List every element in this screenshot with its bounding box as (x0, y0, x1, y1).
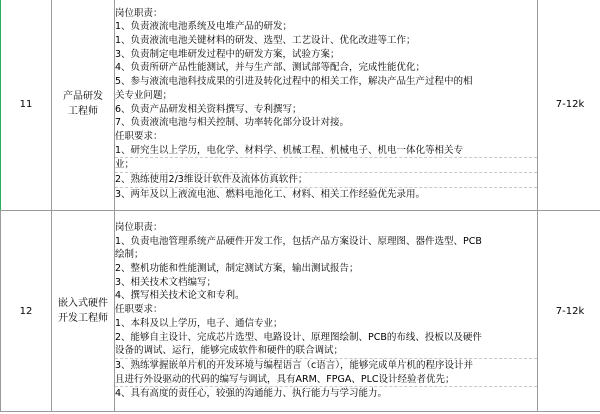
salary-cell[interactable]: 7-12k (538, 0, 600, 211)
desc-line: 4、负责所研产品性能测试，并与生产部、测试部等配合，完成性能优化； (115, 62, 426, 74)
desc-line: 业； (115, 157, 537, 172)
desc-line: 2、整机功能和性能测试，制定测试方案，输出测试报告； (115, 263, 359, 275)
job-title-line: 嵌入式硬件 (58, 298, 108, 309)
job-description-cell[interactable] (115, 0, 538, 211)
desc-line: 3、负责制定电堆研发过程中的研发方案，试验方案； (115, 48, 340, 60)
table-row-12[interactable] (1, 211, 600, 412)
table-row-11[interactable] (1, 0, 600, 211)
job-title-line: 开发工程师 (58, 313, 108, 324)
desc-line: 1、本科及以上学历，电子、通信专业； (115, 317, 283, 329)
desc-line: 1、研究生以上学历，电化学、材料学、机械工程、机械电子、机电一体化等相关专 (115, 144, 464, 156)
desc-line: 1、负责电池管理系统产品硬件开发工作，包括产品方案设计、原理图、器件选型、PCB (115, 235, 482, 247)
row-index-cell[interactable]: 12 (1, 211, 52, 412)
desc-line: 岗位职责： (115, 7, 163, 19)
job-title-line: 工程师 (68, 106, 98, 117)
job-description-cell[interactable] (115, 211, 538, 412)
desc-line: 2、熟练使用2/3维设计软件及流体仿真软件； (115, 172, 537, 187)
desc-line: 任职要求： (115, 304, 163, 316)
job-title-cell[interactable] (52, 0, 115, 211)
desc-line: 2、能够自主设计、完成芯片选型、电路设计、原理图绘制、PCB的布线、投板以及硬件 (115, 331, 482, 343)
desc-line: 4、撰写相关技术论文和专利。 (115, 290, 245, 302)
desc-line: 3、熟练掌握嵌单片机的开发环境与编程语言（c语言），能够完成单片机的程序设计并 (115, 358, 537, 373)
desc-line: 1、负责液流电池系统及电堆产品的研发； (115, 21, 293, 33)
desc-line: 设备的调试、运行，能够完成软件和硬件的联合调试； (115, 345, 344, 357)
job-title-cell[interactable] (52, 211, 115, 412)
row-index-cell[interactable]: 11 (1, 0, 52, 211)
salary-cell[interactable]: 7-12k (538, 211, 600, 412)
job-title-line: 产品研发 (63, 91, 103, 102)
desc-line: 7、负责液流电池与相关控制、功率转化部分设计对接。 (115, 117, 350, 129)
desc-line: 5、参与液流电池科技成果的引进及转化过程中的相关工作，解决产品生产过程中的相 (115, 76, 473, 88)
desc-line: 岗位职责： (115, 221, 163, 233)
desc-line: 4、具有高度的责任心，较强的沟通能力、执行能力与学习能力。 (115, 386, 537, 401)
desc-line: 绘制； (115, 249, 144, 261)
desc-line: 6、负责产品研发相关资料撰写、专利撰写； (115, 103, 302, 115)
desc-line: 任职要求： (115, 130, 163, 142)
desc-line: 3、相关技术文档编写； (115, 276, 217, 288)
desc-line: 关专业问题； (115, 89, 173, 101)
desc-line: 3、两年及以上液流电池、燃料电池化工、材料、相关工作经验优先录用。 (115, 187, 537, 202)
desc-line: 1、负责液流电池关键材料的研发、选型、工艺设计、优化改进等工作； (115, 34, 416, 46)
desc-line: 且进行外设驱动的代码的编写与调试，具有ARM、FPGA、PLC设计经验者优先； (115, 373, 455, 385)
